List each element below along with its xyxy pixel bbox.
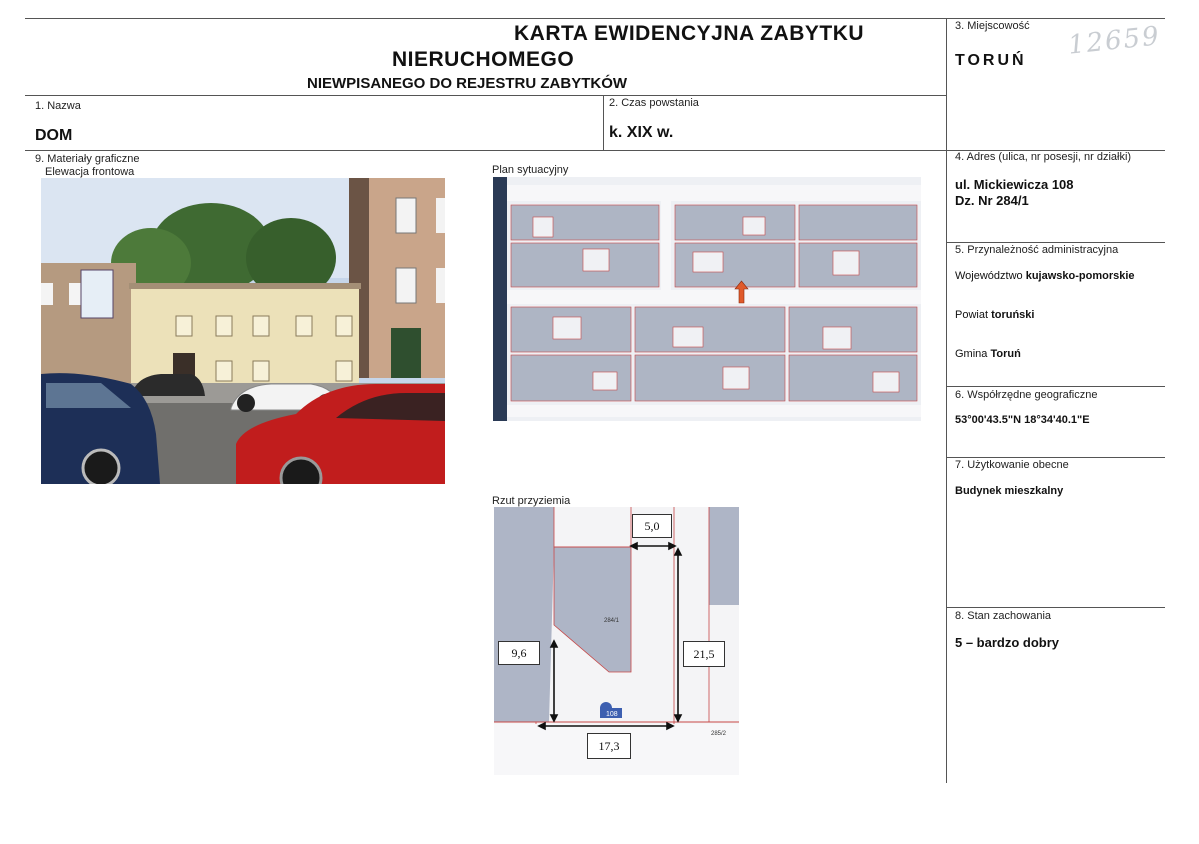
admin-bottom-border [946, 386, 1165, 387]
materialy-label: 9. Materiały graficzne [35, 153, 140, 165]
window [336, 316, 352, 336]
yellow-house [131, 286, 359, 388]
wojewodztwo-prefix: Województwo [955, 270, 1026, 282]
miejscowosc-label: 3. Miejscowość [955, 20, 1030, 32]
block [799, 205, 917, 240]
window [396, 268, 416, 303]
czas-value: k. XIX w. [609, 124, 674, 141]
dim-bottom-box: 17,3 [587, 733, 631, 759]
toolbar-strip [493, 177, 507, 421]
dim-right-box: 21,5 [683, 641, 725, 667]
nazwa-value: DOM [35, 127, 73, 144]
plan-label: Plan sytuacyjny [492, 164, 569, 176]
nazwa-label: 1. Nazwa [35, 100, 81, 112]
window [253, 361, 269, 381]
block [635, 307, 785, 352]
yard [593, 372, 617, 390]
window [436, 198, 445, 233]
wspolrzedne-label: 6. Współrzędne geograficzne [955, 389, 1098, 401]
window [41, 283, 53, 305]
name-date-divider [603, 95, 604, 150]
window [176, 316, 192, 336]
block [675, 205, 795, 240]
shop-front [391, 328, 421, 378]
block [635, 355, 785, 401]
powiat-value: toruński [991, 309, 1035, 321]
street-mickiewicza [507, 290, 921, 304]
address-marker-label: 108 [606, 711, 618, 718]
window [216, 361, 232, 381]
wheel [281, 458, 321, 484]
miejscowosc-value: TORUŃ [955, 52, 1027, 69]
wspolrzedne-value: 53°00'43.5"N 18°34'40.1"E [955, 414, 1090, 426]
stan-value: 5 – bardzo dobry [955, 635, 1060, 650]
card-title-line3: NIEWPISANEGO DO REJESTRU ZABYTKÓW [307, 75, 628, 92]
title-bottom-border [25, 95, 947, 96]
wheel [237, 394, 255, 412]
window [396, 198, 416, 233]
przynaleznosc-label: 5. Przynależność administracyjna [955, 244, 1119, 256]
neighbor-building-right [709, 507, 739, 605]
coords-bottom-border [946, 457, 1165, 458]
stan-label: 8. Stan zachowania [955, 610, 1052, 622]
yard [873, 372, 899, 392]
yard [823, 327, 851, 349]
usage-bottom-border [946, 607, 1165, 608]
street-bottom [507, 405, 921, 417]
adres-line1: ul. Mickiewicza 108 [955, 177, 1074, 192]
uzytkowanie-value: Budynek mieszkalny [955, 485, 1064, 497]
adres-line2: Dz. Nr 284/1 [955, 193, 1029, 208]
yard [743, 217, 765, 235]
yellow-house-roof [129, 283, 361, 289]
powiat-prefix: Powiat [955, 309, 992, 321]
top-border [25, 18, 1165, 19]
dim-top-box: 5,0 [632, 514, 672, 538]
yard [553, 317, 581, 339]
neighbor-building-left [494, 507, 554, 722]
yard [833, 251, 859, 275]
elewacja-label: Elewacja frontowa [45, 166, 135, 178]
yard [693, 252, 723, 272]
gmina-value: Toruń [990, 348, 1021, 360]
yard [583, 249, 609, 271]
gmina-line [955, 348, 1021, 360]
card-title-line1: KARTA EWIDENCYJNA ZABYTKU [514, 22, 865, 45]
yard [533, 217, 553, 237]
uzytkowanie-label: 7. Użytkowanie obecne [955, 459, 1069, 471]
cross-street [661, 201, 671, 290]
window [253, 316, 269, 336]
yard [673, 327, 703, 347]
window [436, 268, 445, 303]
billboard [81, 270, 113, 318]
wojewodztwo-value: kujawsko-pomorskie [1025, 270, 1135, 282]
rzut-label: Rzut przyziemia [492, 495, 571, 507]
block [789, 307, 917, 352]
facade-photo [41, 178, 445, 484]
gmina-prefix: Gmina [955, 348, 991, 360]
dim-left-box: 9,6 [498, 641, 540, 665]
site-plan-map [493, 177, 921, 421]
parcel-main-label: 284/1 [604, 618, 620, 624]
window [336, 361, 352, 381]
street-top [507, 185, 921, 201]
handwritten-number: 12659 [1066, 21, 1163, 61]
wheel [83, 450, 119, 484]
right-column-divider [946, 18, 947, 783]
adres-label: 4. Adres (ulica, nr posesji, nr działki) [955, 151, 1132, 163]
window [296, 316, 312, 336]
powiat-line [955, 309, 1034, 321]
address-bottom-border [946, 242, 1165, 243]
parcel-neighbor-label: 285/2 [711, 731, 727, 737]
yard [723, 367, 749, 389]
card-title-line2: NIERUCHOMEGO [392, 48, 575, 71]
czas-label: 2. Czas powstania [609, 97, 699, 109]
window [216, 316, 232, 336]
wojewodztwo-line [955, 270, 1135, 282]
